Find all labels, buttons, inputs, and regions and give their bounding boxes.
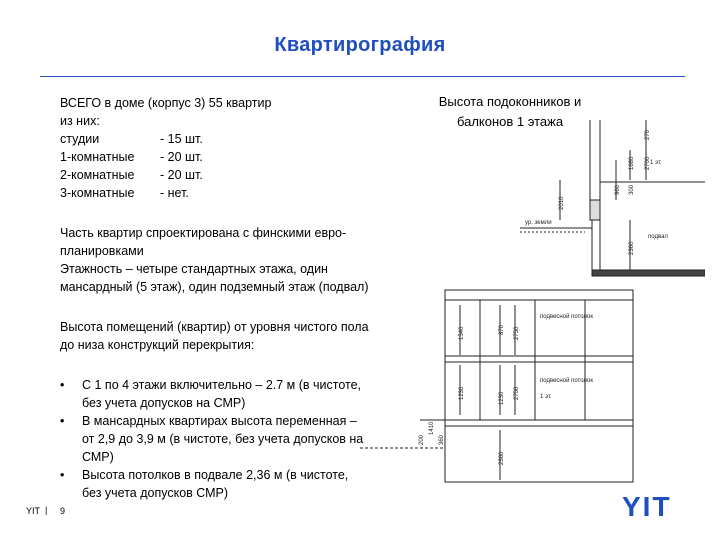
summary-row-label: 3-комнатные [60, 186, 135, 200]
floors-text: Этажность – четыре стандартных этажа, один мансардный (5 этаж), один подземный этаж (подвал) [60, 262, 369, 294]
dim-label: 1540 [459, 326, 465, 340]
dim-label: 1230 [499, 391, 505, 405]
dim-label: 960 [615, 184, 621, 195]
summary-row-1room [60, 148, 370, 166]
page-number: 9 [60, 506, 66, 516]
summary-row-value: - 15 шт. [160, 132, 203, 146]
dim-label: 2700 [645, 156, 651, 170]
summary-row-2room [60, 166, 370, 184]
ground-level-label: ур. земли [525, 220, 552, 226]
footer-separator: | [45, 505, 48, 515]
basement-label: подвал [648, 234, 668, 240]
summary-of-them: из них: [60, 114, 100, 128]
title-divider [40, 76, 685, 77]
summary-row-label: 2-комнатные [60, 168, 135, 182]
dim-label: 200 [419, 434, 425, 445]
summary-row-value: - нет. [160, 186, 189, 200]
floor-label-lower: 1 эт. [540, 394, 552, 400]
basement-slab [592, 270, 705, 276]
dim-label: 270 [645, 129, 651, 140]
ceiling-label: подвесной потолок [540, 378, 593, 384]
dim-label: 360 [439, 434, 445, 445]
summary-row-3room [60, 184, 370, 202]
summary-row-studios [60, 130, 370, 148]
dim-label: 1410 [429, 421, 435, 435]
logo-text: YIT [622, 493, 672, 519]
dim-label: 1230 [459, 386, 465, 400]
height-bullets [60, 376, 370, 502]
bullet-item: • С 1 по 4 этажи включительно – 2.7 м (в чистоте, без учета допусков на СМР) [60, 376, 370, 412]
left-column [60, 94, 370, 502]
window-sill [590, 200, 600, 220]
building-section-drawing [360, 120, 705, 490]
yit-logo [622, 493, 704, 519]
floor-label: 1 эт. [650, 160, 662, 166]
dim-label: 1680 [629, 156, 635, 170]
sill-height-caption: Высота подоконников и балконов 1 этажа [438, 94, 582, 129]
height-paragraph [60, 318, 370, 354]
summary-row-label: студии [60, 132, 100, 146]
summary-headline: ВСЕГО в доме (корпус 3) 55 квартир [60, 96, 272, 110]
dim-label: 870 [499, 324, 505, 335]
slide-title: Квартирография [274, 34, 446, 56]
dim-label: 2750 [514, 326, 520, 340]
dim-label: 2360 [629, 241, 635, 255]
footer-brand: YIT [26, 506, 41, 516]
summary-row-value: - 20 шт. [160, 150, 203, 164]
ceiling-label: подвесной потолок [540, 314, 593, 320]
section-outline [445, 290, 633, 482]
dim-label: 2360 [499, 451, 505, 465]
apartment-summary [60, 94, 370, 202]
summary-row-label: 1-комнатные [60, 150, 135, 164]
dim-label: 2010 [559, 196, 565, 210]
finnish-layout-paragraph [60, 224, 370, 296]
dim-label: 2750 [514, 386, 520, 400]
finnish-text: Часть квартир спроектирована с финскими евро-планировками [60, 226, 347, 258]
height-intro-text: Высота помещений (квартир) от уровня чистого пола до низа конструкций перекрытия: [60, 320, 369, 352]
bullet-item: • В мансардных квартирах высота переменная – от 2,9 до 3,9 м (в чистоте, без учета допусков на СМР) [60, 412, 370, 466]
dim-label: 300 [629, 184, 635, 195]
summary-row-value: - 20 шт. [160, 168, 203, 182]
bullet-item: • Высота потолков в подвале 2,36 м (в чистоте, без учета допусков СМР) [60, 466, 370, 502]
